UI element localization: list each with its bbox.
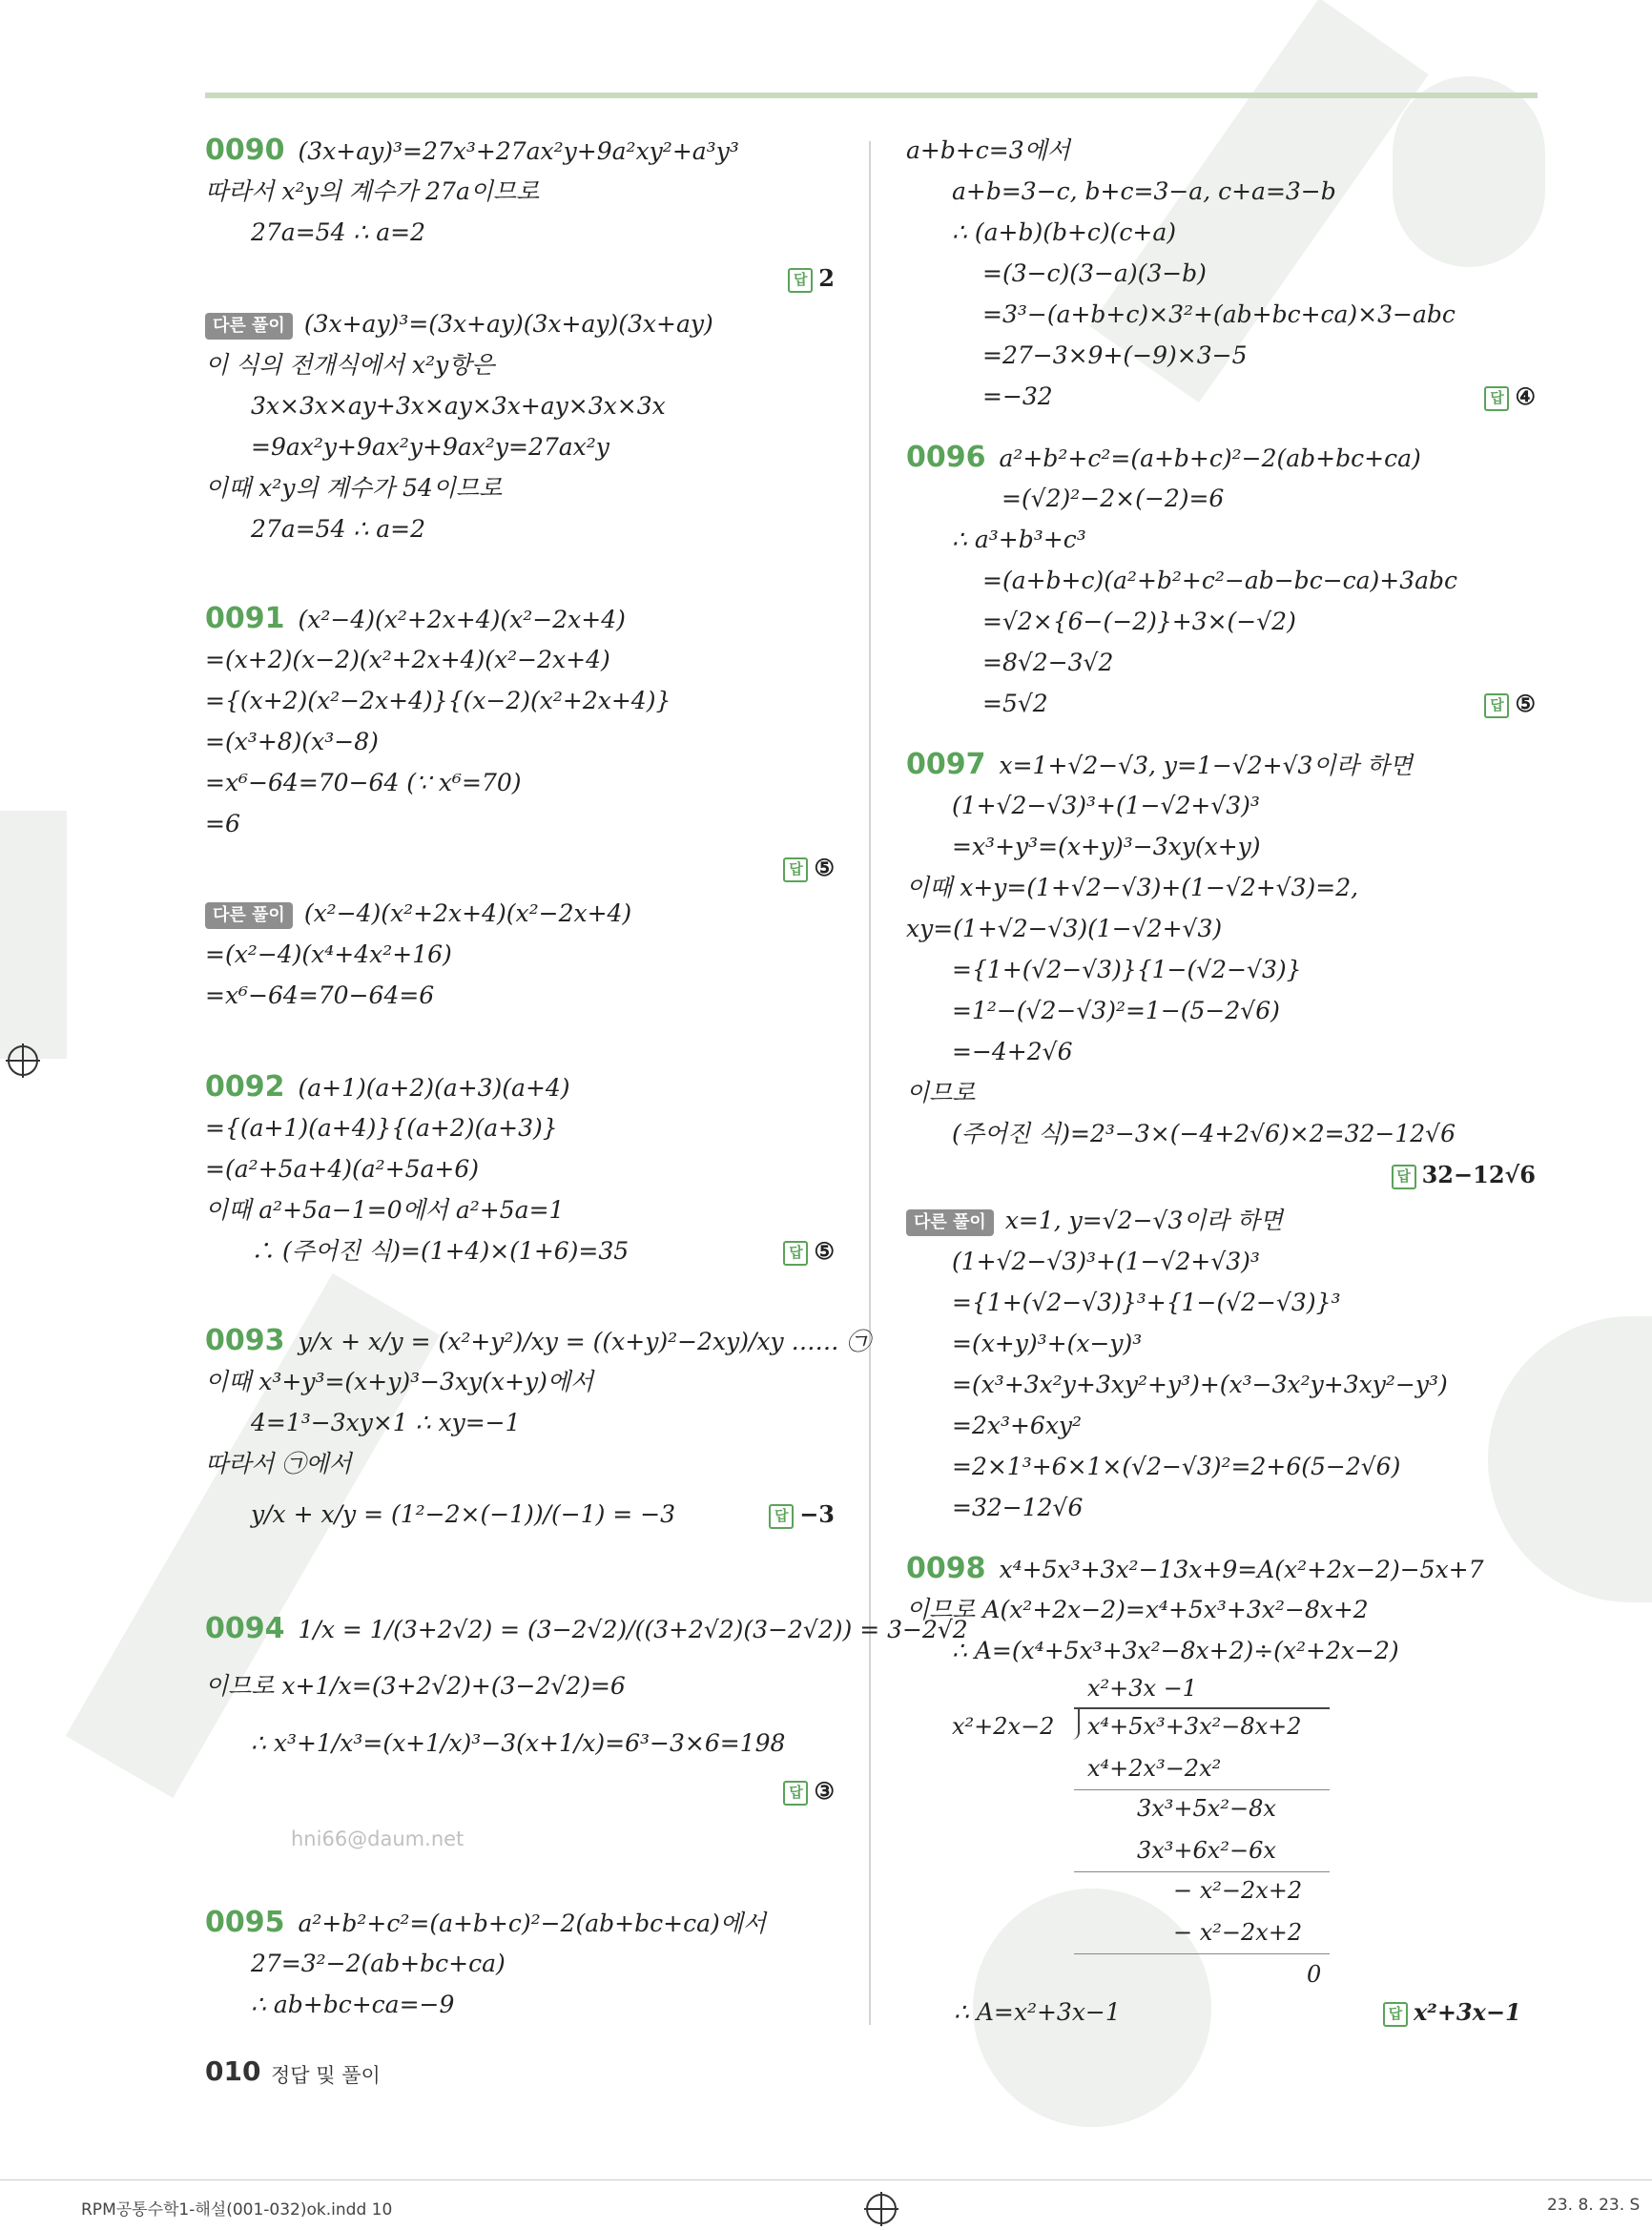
solution-line xyxy=(982,644,1113,682)
answer-mark-icon: 답 xyxy=(1484,386,1509,411)
solution-line xyxy=(205,977,434,1015)
solution-line xyxy=(205,936,452,974)
division-step: x⁴+2x³−2x² xyxy=(1087,1755,1222,1782)
math-text: =27−3×9+(−9)×3−5 xyxy=(982,341,1248,369)
answer-mark-icon: 답 xyxy=(769,1504,794,1529)
solution-line xyxy=(251,1232,629,1270)
division-step: 3x³+6x²−6x xyxy=(1137,1837,1276,1864)
solution-line xyxy=(1002,480,1224,518)
solution-line xyxy=(205,895,631,933)
math-text: ={(a+1)(a+4)}{(a+2)(a+3)} xyxy=(205,1114,558,1142)
problem-number: 0097 xyxy=(906,748,986,781)
answer-value: −3 xyxy=(799,1500,835,1528)
math-text: =(3−c)(3−a)(3−b) xyxy=(982,259,1207,287)
watermark-shape xyxy=(1393,76,1545,267)
alt-solution-badge: 다른 풀이 xyxy=(205,313,293,340)
solution-line xyxy=(982,296,1456,334)
math-text: =x³+y³=(x+y)³−3xy(x+y) xyxy=(952,833,1261,860)
math-text: 따라서 x²y의 계수가 27a이므로 xyxy=(205,177,540,205)
solution-line xyxy=(952,1325,1142,1363)
solution-line xyxy=(982,562,1457,600)
solution-line xyxy=(906,132,1070,170)
math-text: ∴ a³+b³+c³ xyxy=(952,526,1086,553)
answer-mark-icon: 답 xyxy=(1484,693,1509,718)
math-text: (x²−4)(x²+2x+4)(x²−2x+4) xyxy=(303,899,632,927)
file-name: RPM공통수학1-해설(001-032)ok.indd 10 xyxy=(81,2200,393,2220)
math-text: =(a+b+c)(a²+b²+c²−ab−bc−ca)+3abc xyxy=(982,567,1458,594)
solution-line xyxy=(906,1202,1283,1240)
solution-line xyxy=(952,992,1280,1030)
problem-number: 0091 xyxy=(205,602,285,635)
math-text: ∴ x³+1/x³=(x+1/x)³−3(x+1/x)=6³−3×6=198 xyxy=(251,1729,786,1757)
answer-label xyxy=(1484,685,1536,723)
math-text: x=1, y=√2−√3이라 하면 xyxy=(1004,1207,1283,1234)
math-text: ∴ (주어진 식)=(1+4)×(1+6)=35 xyxy=(251,1237,630,1265)
math-text: (a+1)(a+2)(a+3)(a+4) xyxy=(298,1074,570,1102)
problem-line xyxy=(205,132,739,170)
solution-line xyxy=(906,1591,1369,1629)
solution-line xyxy=(205,1667,626,1705)
math-text: ∴ (a+b)(b+c)(c+a) xyxy=(952,218,1177,246)
problem-line xyxy=(205,1322,871,1360)
solution-line xyxy=(952,173,1336,211)
division-quotient: x²+3x −1 xyxy=(1087,1675,1198,1702)
math-text: 27=3²−2(ab+bc+ca) xyxy=(251,1950,506,1977)
math-text: =3³−(a+b+c)×3²+(ab+bc+ca)×3−abc xyxy=(982,300,1456,328)
math-text: =(√2)²−2×(−2)=6 xyxy=(1002,485,1225,512)
solution-line xyxy=(952,214,1176,252)
problem-line xyxy=(906,1550,1484,1588)
problem-line xyxy=(205,1068,570,1106)
problem-number: 0098 xyxy=(906,1552,986,1585)
solution-line xyxy=(952,951,1302,989)
math-text: (3x+ay)³=27x³+27ax²y+9a²xy²+a³y³ xyxy=(298,137,739,165)
solution-line xyxy=(205,469,502,507)
column-divider xyxy=(869,141,871,2025)
division-line xyxy=(1074,1871,1330,1872)
problem-line xyxy=(906,746,1413,784)
solution-line xyxy=(251,1945,506,1983)
division-bracket xyxy=(1070,1707,1080,1740)
solution-line xyxy=(952,1632,1399,1670)
math-text: 1/x = 1/(3+2√2) = (3−2√2)/((3+2√2)(3−2√2)) = 3−2√2 xyxy=(298,1616,968,1643)
math-text: 이때 x²y의 계수가 54이므로 xyxy=(205,474,503,502)
math-text: (1+√2−√3)³+(1−√2+√3)³ xyxy=(952,792,1260,819)
math-text: =6 xyxy=(205,810,240,837)
watermark-shape xyxy=(0,811,67,1059)
problem-number: 0094 xyxy=(205,1612,285,1645)
answer-mark-icon: 답 xyxy=(783,1241,808,1266)
answer-mark-icon: 답 xyxy=(1383,2002,1408,2027)
answer-value: ③ xyxy=(814,1777,835,1805)
answer-mark-icon: 답 xyxy=(783,1781,808,1806)
solution-line xyxy=(952,1489,1083,1527)
division-step: − x²−2x+2 xyxy=(1173,1877,1303,1904)
answer-value: ⑤ xyxy=(1515,690,1536,717)
math-text: ={1+(√2−√3)}{1−(√2−√3)} xyxy=(952,956,1302,983)
math-text: ={(x+2)(x²−2x+4)}{(x−2)(x²+2x+4)} xyxy=(205,687,671,714)
math-text: (x²−4)(x²+2x+4)(x²−2x+4) xyxy=(298,606,626,633)
math-text: =−4+2√6 xyxy=(952,1038,1073,1065)
division-step: 3x³+5x²−8x xyxy=(1137,1795,1276,1822)
math-text: 이때 x³+y³=(x+y)³−3xy(x+y)에서 xyxy=(205,1368,594,1395)
answer-label xyxy=(783,1772,835,1810)
math-text: ∴ ab+bc+ca=−9 xyxy=(251,1991,455,2018)
math-text: 4=1³−3xy×1 ∴ xy=−1 xyxy=(251,1409,521,1436)
solution-line xyxy=(251,387,666,425)
solution-line xyxy=(982,255,1207,293)
solution-line xyxy=(205,723,379,761)
math-text: =2×1³+6×1×(√2−√3)²=2+6(5−2√6) xyxy=(952,1453,1401,1480)
division-divisor: x²+2x−2 xyxy=(952,1713,1055,1740)
math-text: =x⁶−64=70−64=6 xyxy=(205,981,435,1009)
answer-value: ⑤ xyxy=(814,854,835,881)
solution-line xyxy=(251,1986,454,2024)
registration-mark-icon xyxy=(8,1045,38,1076)
solution-line xyxy=(952,1448,1400,1486)
solution-line xyxy=(251,510,425,548)
problem-number: 0096 xyxy=(906,441,986,474)
solution-line xyxy=(952,828,1261,866)
math-text: ∴ A=(x⁴+5x³+3x²−8x+2)÷(x²+2x−2) xyxy=(952,1637,1399,1664)
solution-line xyxy=(205,1109,558,1147)
math-text: 이 식의 전개식에서 x²y항은 xyxy=(205,351,495,379)
solution-line xyxy=(251,214,425,252)
alt-solution-badge: 다른 풀이 xyxy=(205,902,293,929)
solution-line xyxy=(952,1115,1456,1153)
math-text: =1²−(√2−√3)²=1−(5−2√6) xyxy=(952,997,1280,1024)
solution-line xyxy=(205,1445,352,1483)
math-text: 27a=54 ∴ a=2 xyxy=(251,218,426,246)
math-text: 따라서 ㉠에서 xyxy=(205,1450,352,1477)
answer-label xyxy=(783,1232,835,1270)
math-text: =32−12√6 xyxy=(952,1494,1084,1521)
math-text: 27a=54 ∴ a=2 xyxy=(251,515,426,543)
answer-mark-icon: 답 xyxy=(783,857,808,882)
watermark-email: hni66@daum.net xyxy=(291,1827,465,1850)
math-text: =(x³+8)(x³−8) xyxy=(205,728,379,755)
solution-line xyxy=(205,305,713,343)
math-text: =(a²+5a+4)(a²+5a+6) xyxy=(205,1155,480,1183)
answer-mark-icon: 답 xyxy=(788,268,813,293)
final-text: ∴ A=x²+3x−1 xyxy=(954,1998,1121,2026)
math-text: xy=(1+√2−√3)(1−√2+√3) xyxy=(906,915,1223,942)
final-answer xyxy=(1383,1993,1521,2032)
solution-line xyxy=(205,764,522,802)
solution-line xyxy=(906,910,1222,948)
solution-line xyxy=(205,346,495,384)
answer-label xyxy=(788,259,835,298)
solution-line xyxy=(982,378,1053,416)
math-text: a²+b²+c²=(a+b+c)²−2(ab+bc+ca) xyxy=(999,444,1421,472)
print-date: 23. 8. 23. S xyxy=(1547,2196,1641,2215)
math-text: 이때 a²+5a−1=0에서 a²+5a=1 xyxy=(205,1196,565,1224)
solution-line xyxy=(952,521,1086,559)
problem-line xyxy=(205,1610,968,1648)
watermark-shape xyxy=(1488,1316,1652,1602)
final-answer-text: x²+3x−1 xyxy=(1414,1998,1521,2026)
math-text: (3x+ay)³=(3x+ay)(3x+ay)(3x+ay) xyxy=(303,310,713,338)
answer-value: ⑤ xyxy=(814,1237,835,1265)
answer-label xyxy=(783,849,835,887)
solution-line xyxy=(952,787,1260,825)
math-text: 3x×3x×ay+3x×ay×3x+ay×3x×3x xyxy=(251,392,666,420)
problem-number: 0095 xyxy=(205,1906,285,1939)
solution-line xyxy=(205,173,539,211)
math-text: =9ax²y+9ax²y+9ax²y=27ax²y xyxy=(251,433,609,461)
registration-mark-icon xyxy=(866,2194,897,2224)
math-text: 이때 x+y=(1+√2−√3)+(1−√2+√3)=2, xyxy=(906,874,1359,901)
answer-value: 32−12√6 xyxy=(1421,1161,1536,1188)
math-text: a²+b²+c²=(a+b+c)²−2(ab+bc+ca)에서 xyxy=(298,1910,767,1937)
math-text: =(x³+3x²y+3xy²+y³)+(x³−3x²y+3xy²−y³) xyxy=(952,1371,1448,1398)
math-text: =5√2 xyxy=(982,690,1048,717)
math-text: =8√2−3√2 xyxy=(982,649,1114,676)
math-text: a+b=3−c, b+c=3−a, c+a=3−b xyxy=(952,177,1336,205)
solution-line xyxy=(205,1363,593,1401)
math-text: =(x+y)³+(x−y)³ xyxy=(952,1330,1143,1357)
solution-line xyxy=(251,1496,675,1534)
problem-number: 0093 xyxy=(205,1324,285,1357)
math-text: ={1+(√2−√3)}³+{1−(√2−√3)}³ xyxy=(952,1289,1341,1316)
solution-line xyxy=(982,337,1247,375)
answer-mark-icon: 답 xyxy=(1392,1165,1416,1189)
math-text: y/x + x/y = (1²−2×(−1))/(−1) = −3 xyxy=(251,1500,676,1528)
math-text: 이므로 A(x²+2x−2)=x⁴+5x³+3x²−8x+2 xyxy=(906,1596,1369,1623)
math-text: =√2×{6−(−2)}+3×(−√2) xyxy=(982,608,1296,635)
math-text: a+b+c=3에서 xyxy=(906,136,1070,164)
division-line xyxy=(1074,1789,1330,1790)
solution-line xyxy=(906,869,1358,907)
solution-line xyxy=(205,1150,479,1188)
answer-value: ④ xyxy=(1515,382,1536,410)
math-text: =(x+2)(x−2)(x²+2x+4)(x²−2x+4) xyxy=(205,646,610,673)
solution-line xyxy=(205,1191,564,1229)
math-text: =−32 xyxy=(982,382,1053,410)
footer-title: 정답 및 풀이 xyxy=(271,2064,381,2087)
solution-line xyxy=(251,1724,785,1763)
math-text: =(x²−4)(x⁴+4x²+16) xyxy=(205,940,452,968)
answer-label xyxy=(769,1496,835,1534)
answer-label xyxy=(1484,378,1536,416)
problem-number: 0090 xyxy=(205,134,285,167)
math-text: =2x³+6xy² xyxy=(952,1412,1083,1439)
math-text: =x⁶−64=70−64 (∵ x⁶=70) xyxy=(205,769,522,796)
solution-line xyxy=(952,1243,1260,1281)
math-text: x⁴+5x³+3x²−13x+9=A(x²+2x−2)−5x+7 xyxy=(999,1556,1484,1583)
solution-line xyxy=(982,685,1048,723)
problem-number: 0092 xyxy=(205,1070,285,1104)
bottom-rule xyxy=(0,2179,1652,2180)
math-text: 이므로 x+1/x=(3+2√2)+(3−2√2)=6 xyxy=(205,1672,626,1700)
solution-line xyxy=(205,805,240,843)
math-text: (주어진 식)=2³−3×(−4+2√6)×2=32−12√6 xyxy=(952,1120,1456,1147)
problem-line xyxy=(205,600,626,638)
answer-label xyxy=(1392,1156,1536,1194)
solution-line xyxy=(952,1033,1073,1071)
solution-line xyxy=(251,1404,521,1442)
solution-line xyxy=(952,1407,1082,1445)
solution-line xyxy=(906,1074,975,1112)
solution-line xyxy=(952,1284,1341,1322)
solution-line xyxy=(205,682,671,720)
top-accent-bar xyxy=(205,93,1538,98)
division-line xyxy=(1074,1953,1330,1954)
problem-line xyxy=(906,439,1421,477)
long-division xyxy=(952,1671,1353,1995)
solution-line xyxy=(952,1366,1448,1404)
math-text: x=1+√2−√3, y=1−√2+√3이라 하면 xyxy=(999,752,1414,779)
answer-value: 2 xyxy=(818,264,835,292)
division-remainder: 0 xyxy=(1307,1961,1322,1988)
final-result xyxy=(954,1993,1121,2032)
division-step: − x²−2x+2 xyxy=(1173,1919,1303,1946)
math-text: (1+√2−√3)³+(1−√2+√3)³ xyxy=(952,1248,1260,1275)
problem-line xyxy=(205,1904,766,1942)
solution-line xyxy=(251,428,609,466)
math-text: y/x + x/y = (x²+y²)/xy = ((x+y)²−2xy)/xy …… ㉠ xyxy=(298,1328,871,1355)
division-dividend: x⁴+5x³+3x²−8x+2 xyxy=(1087,1713,1302,1740)
alt-solution-badge: 다른 풀이 xyxy=(906,1209,994,1236)
solution-line xyxy=(982,603,1296,641)
page-number: 010 xyxy=(205,2055,261,2087)
solution-line xyxy=(205,641,610,679)
math-text: 이므로 xyxy=(906,1079,976,1106)
